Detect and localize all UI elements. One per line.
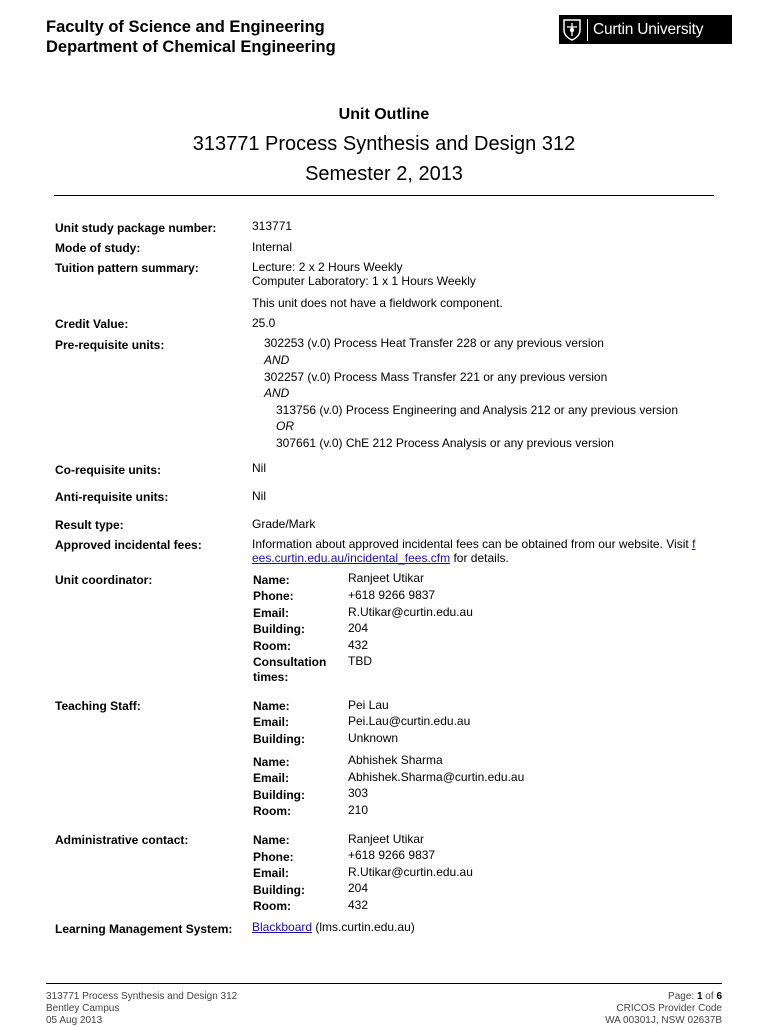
prereq-item: 302253 (v.0) Process Heat Transfer 228 or any previous version <box>264 336 604 350</box>
footer-cricos-codes: WA 00301J, NSW 02637B <box>605 1015 722 1026</box>
field-building: Building: <box>253 788 305 802</box>
label-antireq: Anti-requisite units: <box>55 490 169 504</box>
staff-name: Pei Lau <box>348 698 389 712</box>
value-credit: 25.0 <box>252 316 276 330</box>
fees-link-start[interactable]: f <box>692 537 696 551</box>
logo-text: Curtin University <box>593 20 704 38</box>
admin-room: 432 <box>348 898 369 912</box>
field-email: Email: <box>253 715 290 729</box>
field-name: Name: <box>253 573 290 587</box>
field-name: Name: <box>253 699 290 713</box>
blackboard-link[interactable]: Blackboard <box>252 920 313 934</box>
label-tuition: Tuition pattern summary: <box>55 261 199 275</box>
staff-email: Abhishek.Sharma@curtin.edu.au <box>348 770 525 784</box>
admin-email: R.Utikar@curtin.edu.au <box>348 865 473 879</box>
staff-email: Pei.Lau@curtin.edu.au <box>348 714 471 728</box>
label-admin: Administrative contact: <box>55 833 189 847</box>
prereq-item: 307661 (v.0) ChE 212 Process Analysis or any previous version <box>276 436 614 450</box>
field-phone: Phone: <box>253 850 294 864</box>
label-package: Unit study package number: <box>55 221 217 235</box>
coordinator-consultation: TBD <box>348 654 372 668</box>
unit-title: 313771 Process Synthesis and Design 312 <box>192 133 576 155</box>
footer-unit: 313771 Process Synthesis and Design 312 <box>46 991 238 1002</box>
field-name: Name: <box>253 755 290 769</box>
title-rule <box>54 195 714 196</box>
value-tuition-lecture: Lecture: 2 x 2 Hours Weekly <box>252 260 403 274</box>
label-credit: Credit Value: <box>55 317 129 331</box>
logo-divider <box>587 19 588 41</box>
field-room: Room: <box>253 899 291 913</box>
label-lms: Learning Management System: <box>55 922 233 936</box>
label-fees: Approved incidental fees: <box>55 538 202 552</box>
value-fees-link <box>252 551 509 565</box>
field-consultation: Consultation <box>253 655 327 669</box>
outline-heading: Unit Outline <box>338 106 430 123</box>
field-consultation-times: times: <box>253 670 289 684</box>
value-fees-text <box>252 537 695 551</box>
department-name: Department of Chemical Engineering <box>46 38 336 56</box>
admin-name: Ranjeet Utikar <box>348 832 425 846</box>
value-tuition-lab: Computer Laboratory: 1 x 1 Hours Weekly <box>252 274 476 288</box>
label-coreq: Co-requisite units: <box>55 463 162 477</box>
label-prereq: Pre-requisite units: <box>55 338 165 352</box>
value-mode: Internal <box>252 240 293 254</box>
footer-cricos: CRICOS Provider Code <box>616 1003 722 1014</box>
value-lms <box>252 920 415 934</box>
field-building: Building: <box>253 622 305 636</box>
footer-page-of: of <box>702 991 717 1002</box>
field-phone: Phone: <box>253 589 294 603</box>
footer-date: 05 Aug 2013 <box>46 1015 103 1026</box>
label-result: Result type: <box>55 518 124 532</box>
field-email: Email: <box>253 606 290 620</box>
admin-building: 204 <box>348 881 369 895</box>
coordinator-room: 432 <box>348 638 369 652</box>
footer-page-total: 6 <box>716 991 722 1002</box>
field-email: Email: <box>253 771 290 785</box>
field-name: Name: <box>253 833 290 847</box>
coordinator-email: R.Utikar@curtin.edu.au <box>348 605 473 619</box>
staff-building: 303 <box>348 786 369 800</box>
field-building: Building: <box>253 883 305 897</box>
label-mode: Mode of study: <box>55 241 141 255</box>
value-antireq: Nil <box>252 489 266 503</box>
value-coreq: Nil <box>252 461 266 475</box>
label-coordinator: Unit coordinator: <box>55 573 153 587</box>
field-email: Email: <box>253 866 290 880</box>
value-result: Grade/Mark <box>252 517 316 531</box>
prereq-operator: AND <box>264 386 290 400</box>
footer-page <box>668 991 722 1003</box>
value-fieldwork: This unit does not have a fieldwork component. <box>252 296 503 310</box>
footer-campus: Bentley Campus <box>46 1003 120 1014</box>
coordinator-name: Ranjeet Utikar <box>348 571 425 585</box>
prereq-operator: AND <box>264 353 290 367</box>
staff-room: 210 <box>348 803 369 817</box>
coordinator-phone: +618 9266 9837 <box>348 588 436 602</box>
fees-text: Information about approved incidental fees can be obtained from our website. Visit <box>252 537 689 551</box>
footer-page-number: 1 <box>696 991 703 1002</box>
value-package: 313771 <box>252 219 293 233</box>
prereq-item: 302257 (v.0) Process Mass Transfer 221 or any previous version <box>264 370 608 384</box>
coordinator-building: 204 <box>348 621 369 635</box>
field-building: Building: <box>253 732 305 746</box>
semester-title: Semester 2, 2013 <box>305 163 463 185</box>
footer-page-label: Page: <box>668 991 697 1002</box>
fees-tail: for details. <box>450 551 509 565</box>
fees-link[interactable]: ees.curtin.edu.au/incidental_fees.cfm <box>252 551 451 565</box>
label-teaching: Teaching Staff: <box>55 699 141 713</box>
field-room: Room: <box>253 804 291 818</box>
crest-icon <box>559 15 585 44</box>
prereq-item: 313756 (v.0) Process Engineering and Analysis 212 or any previous version <box>276 403 679 417</box>
field-room: Room: <box>253 639 291 653</box>
faculty-name: Faculty of Science and Engineering <box>46 18 325 36</box>
staff-name: Abhishek Sharma <box>348 753 443 767</box>
footer-rule <box>46 983 722 984</box>
prereq-operator: OR <box>276 419 294 433</box>
lms-url-text: (lms.curtin.edu.au) <box>312 920 415 934</box>
staff-building: Unknown <box>348 731 399 745</box>
curtin-logo <box>559 15 732 44</box>
admin-phone: +618 9266 9837 <box>348 848 436 862</box>
